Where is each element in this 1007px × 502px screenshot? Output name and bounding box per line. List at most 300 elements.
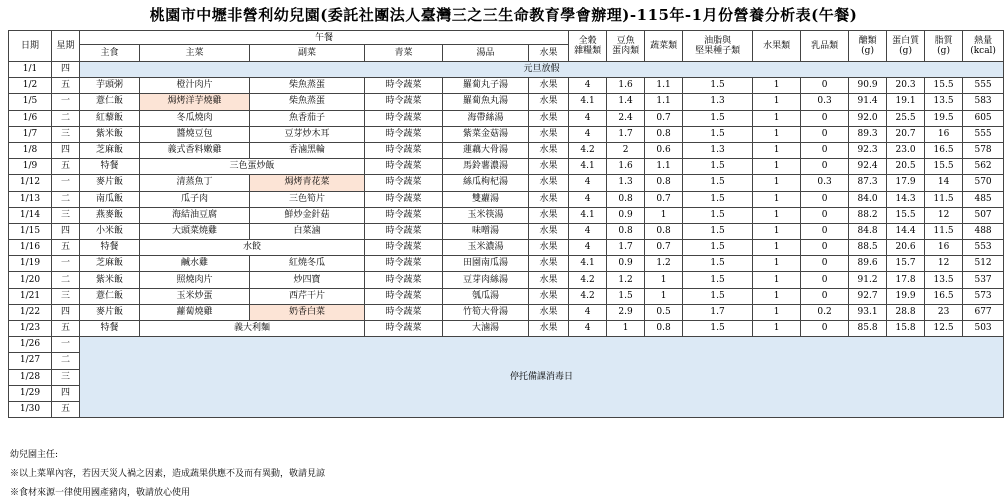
weekday-cell: 五 xyxy=(52,401,80,417)
fruit-cell: 水果 xyxy=(529,142,569,158)
kcal-cell: 562 xyxy=(963,159,1004,175)
kcal-cell: 507 xyxy=(963,207,1004,223)
grain-cell: 4.2 xyxy=(569,288,607,304)
fruit-group-cell: 1 xyxy=(753,110,801,126)
fruit-cell: 水果 xyxy=(529,94,569,110)
weekday-cell: 四 xyxy=(52,62,80,78)
carb-cell: 88.5 xyxy=(849,240,887,256)
protein-g-cell: 25.5 xyxy=(887,110,925,126)
date-cell: 1/15 xyxy=(9,223,52,239)
header-protein-g: 蛋白質 (g) xyxy=(887,31,925,62)
date-cell: 1/14 xyxy=(9,207,52,223)
table-row xyxy=(9,78,1004,94)
holiday-note: 元旦放假 xyxy=(80,62,1004,78)
fruit-group-cell: 1 xyxy=(753,126,801,142)
grain-cell: 4 xyxy=(569,175,607,191)
soup-cell: 羅蔔丸子湯 xyxy=(443,78,529,94)
vegetable-cell: 0.8 xyxy=(645,175,683,191)
staple-cell: 麥片飯 xyxy=(80,175,140,191)
main-dish-cell: 醬燒豆包 xyxy=(140,126,250,142)
fruit-cell: 水果 xyxy=(529,78,569,94)
date-cell: 1/20 xyxy=(9,272,52,288)
soup-cell: 玉米濃湯 xyxy=(443,240,529,256)
veg-cell: 時令蔬菜 xyxy=(365,126,443,142)
main-dish-cell: 義式香料嫩雞 xyxy=(140,142,250,158)
oil-cell: 1.7 xyxy=(683,304,753,320)
dairy-cell: 0 xyxy=(801,288,849,304)
fruit-cell: 水果 xyxy=(529,207,569,223)
header-soup: 湯品 xyxy=(443,45,529,62)
weekday-cell: 三 xyxy=(52,288,80,304)
fruit-group-cell: 1 xyxy=(753,94,801,110)
vegetable-cell: 1.2 xyxy=(645,256,683,272)
side-dish-cell: 鮮炒金針菇 xyxy=(250,207,365,223)
vegetable-cell: 0.7 xyxy=(645,191,683,207)
oil-cell: 1.5 xyxy=(683,223,753,239)
fruit-group-cell: 1 xyxy=(753,304,801,320)
dairy-cell: 0 xyxy=(801,159,849,175)
table-row xyxy=(9,207,1004,223)
fat-cell: 12 xyxy=(925,256,963,272)
carb-cell: 89.3 xyxy=(849,126,887,142)
header-fruit: 水果 xyxy=(529,45,569,62)
table-row xyxy=(9,321,1004,337)
protein-cell: 1.6 xyxy=(607,159,645,175)
dairy-cell: 0 xyxy=(801,191,849,207)
carb-cell: 88.2 xyxy=(849,207,887,223)
fat-cell: 19.5 xyxy=(925,110,963,126)
vegetable-cell: 0.8 xyxy=(645,223,683,239)
fruit-cell: 水果 xyxy=(529,256,569,272)
protein-g-cell: 23.0 xyxy=(887,142,925,158)
vegetable-cell: 0.8 xyxy=(645,321,683,337)
kcal-cell: 503 xyxy=(963,321,1004,337)
fruit-group-cell: 1 xyxy=(753,175,801,191)
weekday-cell: 二 xyxy=(52,110,80,126)
header-staple: 主食 xyxy=(80,45,140,62)
date-cell: 1/9 xyxy=(9,159,52,175)
table-row xyxy=(9,142,1004,158)
main-dish-cell: 蘿蔔燒雞 xyxy=(140,304,250,320)
kcal-cell: 488 xyxy=(963,223,1004,239)
dairy-cell: 0 xyxy=(801,207,849,223)
vegetable-cell: 1.1 xyxy=(645,78,683,94)
fruit-cell: 水果 xyxy=(529,304,569,320)
header-fruit-group: 水果類 xyxy=(753,31,801,62)
kcal-cell: 578 xyxy=(963,142,1004,158)
weekday-cell: 四 xyxy=(52,385,80,401)
vegetable-cell: 0.5 xyxy=(645,304,683,320)
fat-cell: 16 xyxy=(925,126,963,142)
protein-g-cell: 20.5 xyxy=(887,159,925,175)
protein-cell: 1 xyxy=(607,321,645,337)
side-dish-cell: 香滷黑輪 xyxy=(250,142,365,158)
grain-cell: 4 xyxy=(569,304,607,320)
staple-cell: 紅藜飯 xyxy=(80,110,140,126)
table-body xyxy=(9,62,1004,418)
protein-cell: 2.9 xyxy=(607,304,645,320)
oil-cell: 1.5 xyxy=(683,240,753,256)
main-dish-cell: 焗烤洋芋燒雞 xyxy=(140,94,250,110)
soup-cell: 雙蘿湯 xyxy=(443,191,529,207)
fruit-group-cell: 1 xyxy=(753,240,801,256)
carb-cell: 87.3 xyxy=(849,175,887,191)
side-dish-cell: 豆芽炒木耳 xyxy=(250,126,365,142)
kcal-cell: 677 xyxy=(963,304,1004,320)
veg-cell: 時令蔬菜 xyxy=(365,256,443,272)
fat-cell: 15.5 xyxy=(925,78,963,94)
fruit-group-cell: 1 xyxy=(753,207,801,223)
date-cell: 1/22 xyxy=(9,304,52,320)
table-row xyxy=(9,94,1004,110)
carb-cell: 84.8 xyxy=(849,223,887,239)
special-label: 特餐 xyxy=(80,240,140,256)
kcal-cell: 485 xyxy=(963,191,1004,207)
header-side: 副菜 xyxy=(250,45,365,62)
dairy-cell: 0.2 xyxy=(801,304,849,320)
protein-g-cell: 15.8 xyxy=(887,321,925,337)
side-dish-cell: 白菜滷 xyxy=(250,223,365,239)
table-row xyxy=(9,126,1004,142)
soup-cell: 海帶絲湯 xyxy=(443,110,529,126)
protein-cell: 0.8 xyxy=(607,223,645,239)
veg-cell: 時令蔬菜 xyxy=(365,110,443,126)
weekday-cell: 五 xyxy=(52,78,80,94)
table-row xyxy=(9,110,1004,126)
vegetable-cell: 0.7 xyxy=(645,240,683,256)
weekday-cell: 四 xyxy=(52,223,80,239)
page-title: 桃園市中壢非營利幼兒園(委託社團法人臺灣三之三生命教育學會辦理)-115年-1月份營養分析表(午餐) xyxy=(149,6,858,24)
carb-cell: 85.8 xyxy=(849,321,887,337)
protein-g-cell: 20.7 xyxy=(887,126,925,142)
veg-cell: 時令蔬菜 xyxy=(365,272,443,288)
side-dish-cell: 焗烤青花菜 xyxy=(250,175,365,191)
weekday-cell: 一 xyxy=(52,94,80,110)
table-row xyxy=(9,159,1004,175)
fat-cell: 12 xyxy=(925,207,963,223)
fat-cell: 16.5 xyxy=(925,288,963,304)
side-dish-cell: 炒四寶 xyxy=(250,272,365,288)
fat-cell: 14 xyxy=(925,175,963,191)
carb-cell: 92.3 xyxy=(849,142,887,158)
veg-cell: 時令蔬菜 xyxy=(365,288,443,304)
weekday-cell: 一 xyxy=(52,175,80,191)
vegetable-cell: 1 xyxy=(645,207,683,223)
dairy-cell: 0 xyxy=(801,126,849,142)
main-dish-cell: 冬瓜燒肉 xyxy=(140,110,250,126)
protein-cell: 1.2 xyxy=(607,272,645,288)
grain-cell: 4 xyxy=(569,78,607,94)
veg-cell: 時令蔬菜 xyxy=(365,191,443,207)
soup-cell: 豆芽肉絲湯 xyxy=(443,272,529,288)
side-dish-cell: 柴魚蒸蛋 xyxy=(250,78,365,94)
protein-cell: 1.7 xyxy=(607,126,645,142)
header-fat: 脂質 (g) xyxy=(925,31,963,62)
fruit-group-cell: 1 xyxy=(753,159,801,175)
fruit-group-cell: 1 xyxy=(753,78,801,94)
vegetable-cell: 0.8 xyxy=(645,126,683,142)
grain-cell: 4.1 xyxy=(569,256,607,272)
weekday-cell: 五 xyxy=(52,240,80,256)
table-row xyxy=(9,304,1004,320)
weekday-cell: 二 xyxy=(52,191,80,207)
grain-cell: 4 xyxy=(569,110,607,126)
fruit-group-cell: 1 xyxy=(753,191,801,207)
weekday-cell: 四 xyxy=(52,142,80,158)
header-vegetable: 蔬菜類 xyxy=(645,31,683,62)
grain-cell: 4 xyxy=(569,240,607,256)
fat-cell: 13.5 xyxy=(925,272,963,288)
fruit-group-cell: 1 xyxy=(753,142,801,158)
staple-cell: 芝麻飯 xyxy=(80,256,140,272)
kcal-cell: 570 xyxy=(963,175,1004,191)
protein-g-cell: 28.8 xyxy=(887,304,925,320)
special-label: 特餐 xyxy=(80,159,140,175)
header-weekday: 星期 xyxy=(52,31,80,62)
director-label: 幼兒園主任: xyxy=(10,450,59,460)
main-dish-cell: 瓜子肉 xyxy=(140,191,250,207)
staple-cell: 紫米飯 xyxy=(80,272,140,288)
fruit-cell: 水果 xyxy=(529,223,569,239)
header-dairy: 乳品類 xyxy=(801,31,849,62)
side-dish-cell: 三色筍片 xyxy=(250,191,365,207)
fat-cell: 16 xyxy=(925,240,963,256)
side-dish-cell: 魚香茄子 xyxy=(250,110,365,126)
header-kcal: 熱量 (kcal) xyxy=(963,31,1004,62)
protein-cell: 1.3 xyxy=(607,175,645,191)
fruit-group-cell: 1 xyxy=(753,321,801,337)
weekday-cell: 五 xyxy=(52,159,80,175)
kcal-cell: 553 xyxy=(963,240,1004,256)
kcal-cell: 605 xyxy=(963,110,1004,126)
footnote-1: ※以上菜單內容，若因天災人禍之因素，造成蔬果供應不及而有異動，敬請見諒 xyxy=(10,469,326,479)
fruit-cell: 水果 xyxy=(529,240,569,256)
vegetable-cell: 1 xyxy=(645,272,683,288)
header-veg: 青菜 xyxy=(365,45,443,62)
date-cell: 1/28 xyxy=(9,369,52,385)
protein-cell: 1.4 xyxy=(607,94,645,110)
veg-cell: 時令蔬菜 xyxy=(365,78,443,94)
fat-cell: 11.5 xyxy=(925,191,963,207)
main-dish-cell: 清蒸魚丁 xyxy=(140,175,250,191)
table-row xyxy=(9,272,1004,288)
protein-g-cell: 17.8 xyxy=(887,272,925,288)
dairy-cell: 0 xyxy=(801,256,849,272)
oil-cell: 1.3 xyxy=(683,94,753,110)
fruit-cell: 水果 xyxy=(529,321,569,337)
carb-cell: 92.0 xyxy=(849,110,887,126)
date-cell: 1/12 xyxy=(9,175,52,191)
weekday-cell: 三 xyxy=(52,207,80,223)
main-dish-cell: 玉米炒蛋 xyxy=(140,288,250,304)
staple-cell: 燕麥飯 xyxy=(80,207,140,223)
fat-cell: 23 xyxy=(925,304,963,320)
grain-cell: 4.2 xyxy=(569,272,607,288)
protein-g-cell: 20.3 xyxy=(887,78,925,94)
fruit-cell: 水果 xyxy=(529,272,569,288)
staple-cell: 芝麻飯 xyxy=(80,142,140,158)
table-row xyxy=(9,223,1004,239)
side-dish-cell: 紅燒冬瓜 xyxy=(250,256,365,272)
nutrition-table xyxy=(8,30,1004,418)
carb-cell: 91.2 xyxy=(849,272,887,288)
protein-cell: 1.6 xyxy=(607,78,645,94)
kcal-cell: 512 xyxy=(963,256,1004,272)
date-cell: 1/21 xyxy=(9,288,52,304)
dairy-cell: 0 xyxy=(801,78,849,94)
veg-cell: 時令蔬菜 xyxy=(365,142,443,158)
protein-g-cell: 17.9 xyxy=(887,175,925,191)
vegetable-cell: 0.7 xyxy=(645,110,683,126)
weekday-cell: 一 xyxy=(52,256,80,272)
date-cell: 1/23 xyxy=(9,321,52,337)
date-cell: 1/19 xyxy=(9,256,52,272)
special-label: 特餐 xyxy=(80,321,140,337)
date-cell: 1/26 xyxy=(9,337,52,353)
veg-cell: 時令蔬菜 xyxy=(365,207,443,223)
soup-cell: 田園南瓜湯 xyxy=(443,256,529,272)
veg-cell: 時令蔬菜 xyxy=(365,175,443,191)
protein-g-cell: 15.7 xyxy=(887,256,925,272)
fruit-cell: 水果 xyxy=(529,288,569,304)
closure-note: 停托備課消毒日 xyxy=(80,337,1004,418)
kcal-cell: 555 xyxy=(963,126,1004,142)
protein-g-cell: 14.4 xyxy=(887,223,925,239)
carb-cell: 92.7 xyxy=(849,288,887,304)
dairy-cell: 0 xyxy=(801,110,849,126)
weekday-cell: 三 xyxy=(52,126,80,142)
main-dish-cell: 照燒肉片 xyxy=(140,272,250,288)
soup-cell: 大滷湯 xyxy=(443,321,529,337)
staple-cell: 麥片飯 xyxy=(80,304,140,320)
kcal-cell: 583 xyxy=(963,94,1004,110)
table-row xyxy=(9,62,1004,78)
vegetable-cell: 0.6 xyxy=(645,142,683,158)
oil-cell: 1.5 xyxy=(683,110,753,126)
date-cell: 1/5 xyxy=(9,94,52,110)
special-meal: 義大利麵 xyxy=(140,321,365,337)
fruit-group-cell: 1 xyxy=(753,272,801,288)
table-row xyxy=(9,337,1004,353)
grain-cell: 4.1 xyxy=(569,159,607,175)
main-dish-cell: 橙汁肉片 xyxy=(140,78,250,94)
dairy-cell: 0.3 xyxy=(801,94,849,110)
protein-cell: 1.7 xyxy=(607,240,645,256)
soup-cell: 味噌湯 xyxy=(443,223,529,239)
grain-cell: 4.2 xyxy=(569,142,607,158)
dairy-cell: 0.3 xyxy=(801,175,849,191)
side-dish-cell: 奶香白菜 xyxy=(250,304,365,320)
veg-cell: 時令蔬菜 xyxy=(365,321,443,337)
special-meal: 水餃 xyxy=(140,240,365,256)
soup-cell: 絲瓜枸杞湯 xyxy=(443,175,529,191)
dairy-cell: 0 xyxy=(801,223,849,239)
main-dish-cell: 鹹水雞 xyxy=(140,256,250,272)
fruit-cell: 水果 xyxy=(529,159,569,175)
dairy-cell: 0 xyxy=(801,272,849,288)
grain-cell: 4 xyxy=(569,126,607,142)
weekday-cell: 三 xyxy=(52,369,80,385)
table-row xyxy=(9,256,1004,272)
date-cell: 1/2 xyxy=(9,78,52,94)
weekday-cell: 二 xyxy=(52,353,80,369)
side-dish-cell: 西芹干片 xyxy=(250,288,365,304)
protein-cell: 0.9 xyxy=(607,256,645,272)
main-dish-cell: 大頭菜燒雞 xyxy=(140,223,250,239)
protein-cell: 0.8 xyxy=(607,191,645,207)
carb-cell: 91.4 xyxy=(849,94,887,110)
staple-cell: 小米飯 xyxy=(80,223,140,239)
veg-cell: 時令蔬菜 xyxy=(365,94,443,110)
fruit-group-cell: 1 xyxy=(753,223,801,239)
date-cell: 1/1 xyxy=(9,62,52,78)
staple-cell: 芋頭粥 xyxy=(80,78,140,94)
kcal-cell: 555 xyxy=(963,78,1004,94)
table-row xyxy=(9,240,1004,256)
soup-cell: 瓠瓜湯 xyxy=(443,288,529,304)
fat-cell: 11.5 xyxy=(925,223,963,239)
fruit-cell: 水果 xyxy=(529,126,569,142)
oil-cell: 1.5 xyxy=(683,191,753,207)
soup-cell: 紫菜金菇湯 xyxy=(443,126,529,142)
kcal-cell: 573 xyxy=(963,288,1004,304)
protein-g-cell: 19.9 xyxy=(887,288,925,304)
carb-cell: 93.1 xyxy=(849,304,887,320)
vegetable-cell: 1.1 xyxy=(645,94,683,110)
carb-cell: 92.4 xyxy=(849,159,887,175)
grain-cell: 4 xyxy=(569,321,607,337)
veg-cell: 時令蔬菜 xyxy=(365,240,443,256)
carb-cell: 84.0 xyxy=(849,191,887,207)
table-row xyxy=(9,288,1004,304)
table-row xyxy=(9,191,1004,207)
date-cell: 1/29 xyxy=(9,385,52,401)
weekday-cell: 四 xyxy=(52,304,80,320)
protein-cell: 1.5 xyxy=(607,288,645,304)
veg-cell: 時令蔬菜 xyxy=(365,223,443,239)
vegetable-cell: 1.1 xyxy=(645,159,683,175)
veg-cell: 時令蔬菜 xyxy=(365,159,443,175)
date-cell: 1/16 xyxy=(9,240,52,256)
date-cell: 1/30 xyxy=(9,401,52,417)
oil-cell: 1.5 xyxy=(683,288,753,304)
dairy-cell: 0 xyxy=(801,142,849,158)
side-dish-cell: 柴魚蒸蛋 xyxy=(250,94,365,110)
date-cell: 1/8 xyxy=(9,142,52,158)
staple-cell: 紫米飯 xyxy=(80,126,140,142)
header-main: 主菜 xyxy=(140,45,250,62)
soup-cell: 竹筍大骨湯 xyxy=(443,304,529,320)
staple-cell: 南瓜飯 xyxy=(80,191,140,207)
oil-cell: 1.3 xyxy=(683,142,753,158)
oil-cell: 1.5 xyxy=(683,78,753,94)
header-lunch: 午餐 xyxy=(80,31,569,45)
dairy-cell: 0 xyxy=(801,321,849,337)
header-protein: 豆魚 蛋肉類 xyxy=(607,31,645,62)
fruit-cell: 水果 xyxy=(529,191,569,207)
staple-cell: 薏仁飯 xyxy=(80,94,140,110)
protein-g-cell: 14.3 xyxy=(887,191,925,207)
grain-cell: 4 xyxy=(569,191,607,207)
weekday-cell: 二 xyxy=(52,272,80,288)
protein-cell: 0.9 xyxy=(607,207,645,223)
date-cell: 1/7 xyxy=(9,126,52,142)
main-dish-cell: 海結油豆腐 xyxy=(140,207,250,223)
weekday-cell: 一 xyxy=(52,337,80,353)
oil-cell: 1.5 xyxy=(683,126,753,142)
soup-cell: 馬鈴薯濃湯 xyxy=(443,159,529,175)
fat-cell: 16.5 xyxy=(925,142,963,158)
